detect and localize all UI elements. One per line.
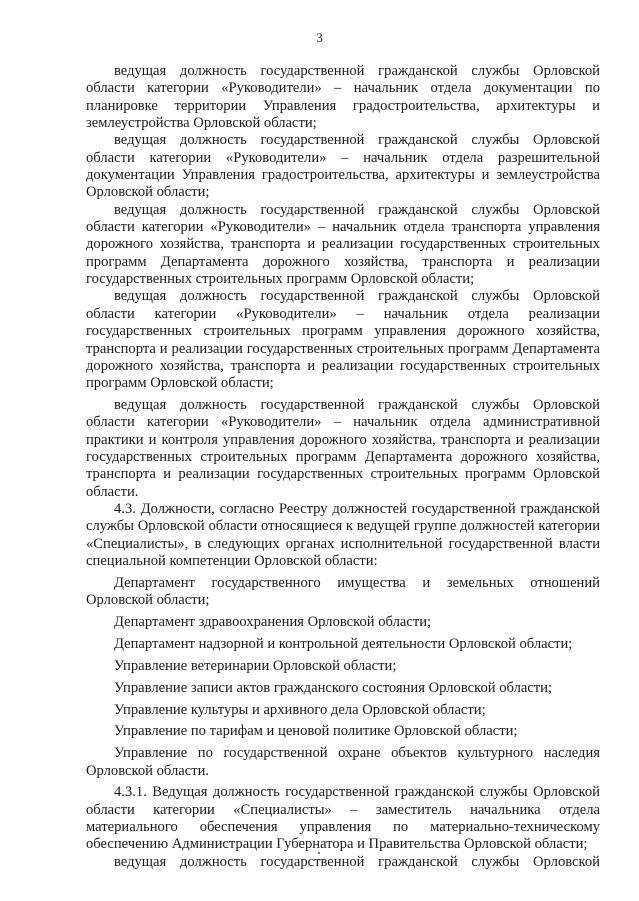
paragraph: ведущая должность государственной гражданской службы Орловской области категории «Руководители» – начальник отдела транспорта управления дорожного хозяйства, транспорта и реализации государственных строительных программ Департамента дорожного хозяйства, транспорта и реализации государственных строительных программ Орловской области; — [86, 201, 600, 288]
paragraph: ведущая должность государственной гражданской службы Орловской области категории «Руководители» – начальник отдела административной практики и контроля управления дорожного хозяйства, транспорта и реализации государственных строительных программ Департамента дорожного хозяйства, транспорта и реализации государственных строительных программ Орловской области. — [86, 397, 600, 500]
paragraph: 4.3. Должности, согласно Реестру должностей государственной гражданской службы Орловской области относящиеся к ведущей группе должностей категории «Специалисты», в следующих органах исполнительной государственной власти специальной компетенции Орловской области: — [86, 501, 600, 570]
paragraph: Управление ветеринарии Орловской области; — [114, 657, 397, 674]
paragraph: Департамент надзорной и контрольной деятельности Орловской области; — [114, 636, 573, 652]
paragraph: Департамент здравоохранения Орловской области; — [114, 614, 432, 631]
paragraph: Управление по тарифам и ценовой политике Орловской области; — [114, 723, 518, 740]
paragraph: ведущая должность государственной гражданской службы Орловской области категории «Руководители» – начальник отдела разрешительной документации Управления градостроительства, архитектуры и землеустройства Орловской области; — [86, 132, 600, 201]
paragraph: ведущая должность государственной гражданской службы Орловской — [114, 853, 600, 870]
paragraph: ведущая должность государственной гражданской службы Орловской области категории «Руководители» – начальник отдела документации по планировке территории Управления градостроительства, архитектуры и землеустройства Орловской области; — [86, 63, 600, 132]
paragraph: Департамент государственного имущества и земельных отношений Орловской области; — [86, 574, 600, 609]
paragraph: Управление по государственной охране объектов культурного наследия Орловской области. — [86, 745, 600, 779]
paragraph: ведущая должность государственной гражданской службы Орловской области категории «Руководители» – начальник отдела реализации государственных строительных программ управления дорожного хозяйства, транспорта и реализации государственных строительных программ Департамента дорожного хозяйства, транспорта и реализации государственных строительных программ Орловской области; — [86, 288, 600, 392]
document-body — [86, 63, 600, 871]
scan-dot — [318, 852, 320, 854]
page-number: 3 — [316, 30, 323, 45]
paragraph: Управление культуры и архивного дела Орловской области; — [114, 701, 486, 718]
paragraph: 4.3.1. Ведущая должность государственной гражданской службы Орловской области категории «Специалисты» – заместитель начальника отдела материального обеспечения управления по материально-техническому обеспечению Администрации Губернатора и Правительства Орловской области; — [86, 784, 600, 853]
paragraph: Управление записи актов гражданского состояния Орловской области; — [114, 679, 553, 696]
